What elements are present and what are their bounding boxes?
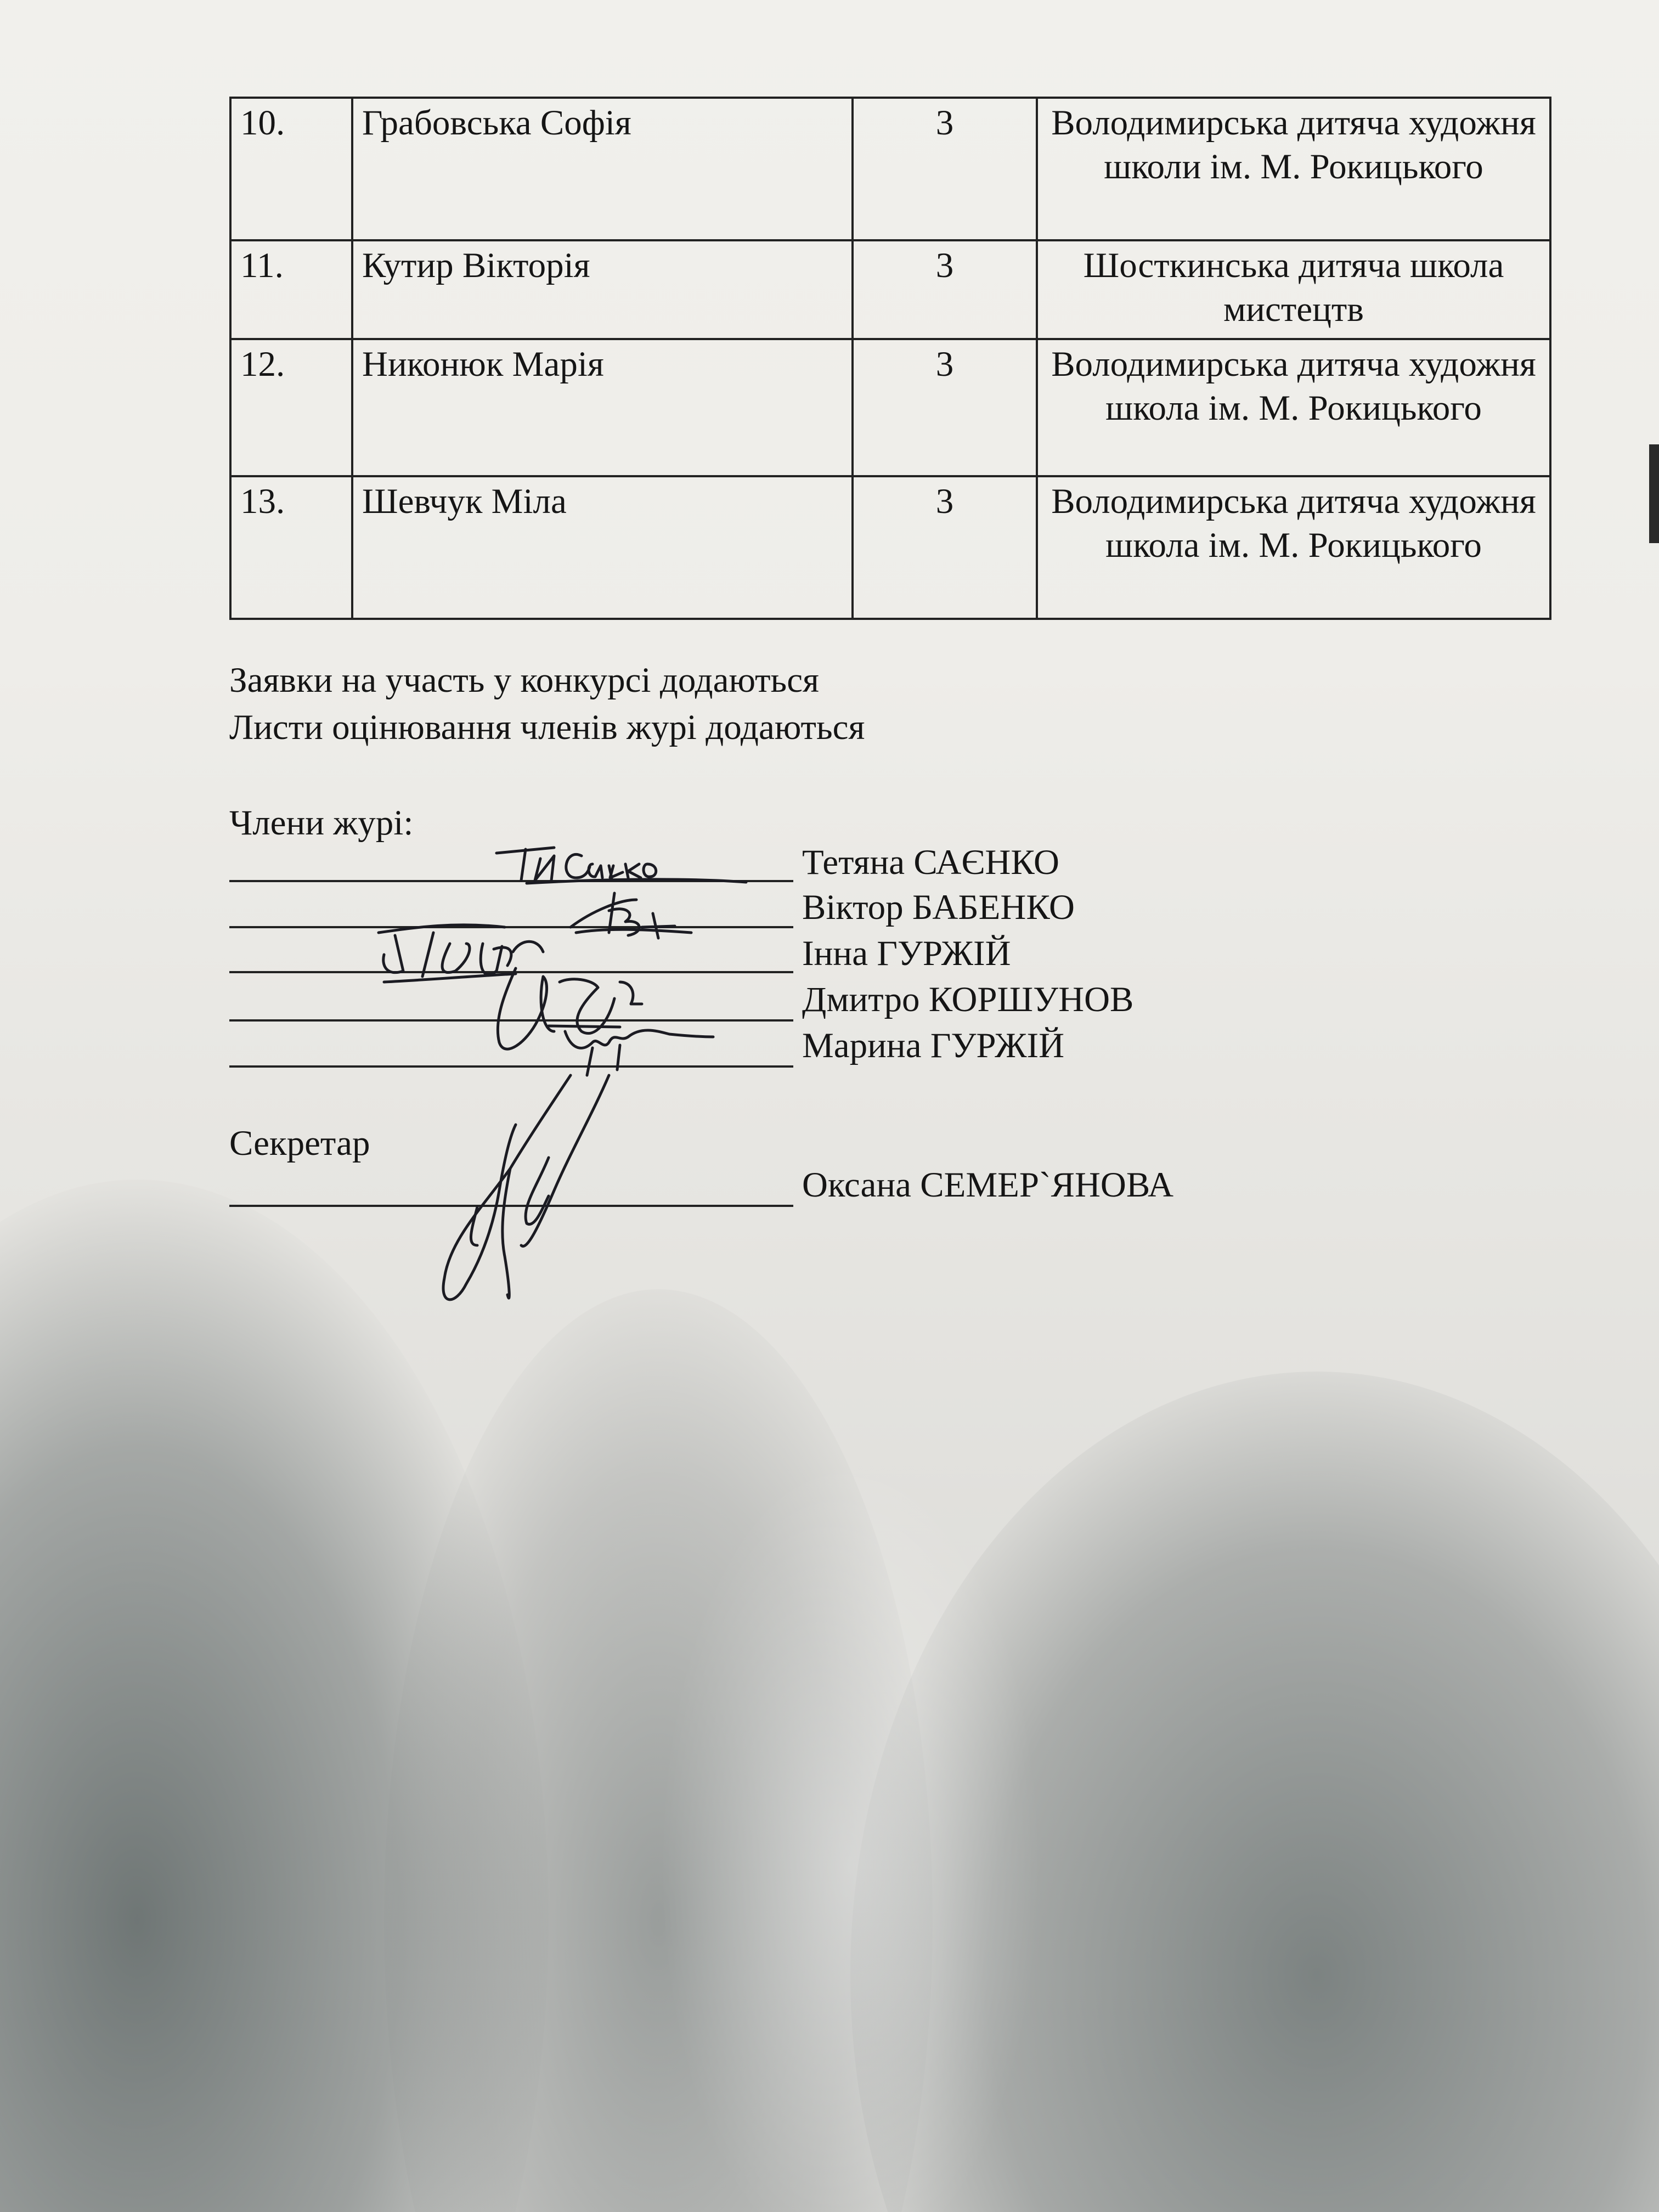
participant-name: Кутир Вікторія [352, 240, 853, 339]
signature-line [229, 1065, 793, 1068]
participant-name: Никонюк Марія [352, 339, 853, 476]
hand-shadow [384, 1289, 933, 2212]
row-number: 13. [230, 476, 352, 619]
table-row [230, 240, 1550, 339]
signature-line [229, 971, 793, 973]
jury-member-name: Інна ГУРЖІЙ [802, 934, 1011, 973]
participant-grade: 3 [853, 476, 1037, 619]
table-row [230, 339, 1550, 476]
participant-school: Володимирська дитяча художня школа ім. М. Рокицького [1037, 339, 1550, 476]
participant-grade: 3 [853, 339, 1037, 476]
row-number: 11. [230, 240, 352, 339]
applications-note: Заявки на участь у конкурсі додаються [229, 661, 819, 700]
signature-line [229, 880, 793, 882]
light-patch [658, 1454, 1042, 2212]
signature-korshunov [498, 968, 642, 1049]
evaluation-sheets-note: Листи оцінювання членів журі додаються [229, 708, 865, 747]
jury-label: Члени журі: [229, 803, 414, 843]
participant-name: Шевчук Міла [352, 476, 853, 619]
signature-babenko [571, 893, 691, 938]
page-edge-mark [1649, 444, 1659, 543]
participant-school: Шосткинська дитяча школа мистецтв [1037, 240, 1550, 339]
participant-school: Володимирська дитяча художня школа ім. М. Рокицького [1037, 476, 1550, 619]
signature-saienko [496, 848, 746, 883]
jury-member-name: Марина ГУРЖІЙ [802, 1026, 1065, 1065]
participant-grade: 3 [853, 98, 1037, 240]
secretary-name: Оксана СЕМЕР`ЯНОВА [802, 1165, 1174, 1205]
row-number: 10. [230, 98, 352, 240]
participant-grade: 3 [853, 240, 1037, 339]
jury-member-name: Тетяна САЄНКО [802, 843, 1059, 882]
jury-member-name: Дмитро КОРШУНОВ [802, 980, 1134, 1019]
table-row [230, 98, 1550, 240]
hand-shadow [850, 1372, 1659, 2212]
signature-inna-hurzhii [379, 925, 543, 982]
participant-school: Володимирська дитяча художня школи ім. М. Рокицького [1037, 98, 1550, 240]
signature-line [229, 926, 793, 928]
participant-name: Грабовська Софія [352, 98, 853, 240]
signature-maryna-hurzhii [565, 1030, 713, 1075]
participants-table [229, 97, 1551, 620]
jury-member-name: Віктор БАБЕНКО [802, 888, 1075, 927]
signature-line [229, 1205, 793, 1207]
hand-shadow [0, 1180, 549, 2212]
row-number: 12. [230, 339, 352, 476]
table-row [230, 476, 1550, 619]
signature-line [229, 1019, 793, 1022]
signature-semerianova [443, 1075, 609, 1300]
secretary-label: Секретар [229, 1124, 370, 1163]
